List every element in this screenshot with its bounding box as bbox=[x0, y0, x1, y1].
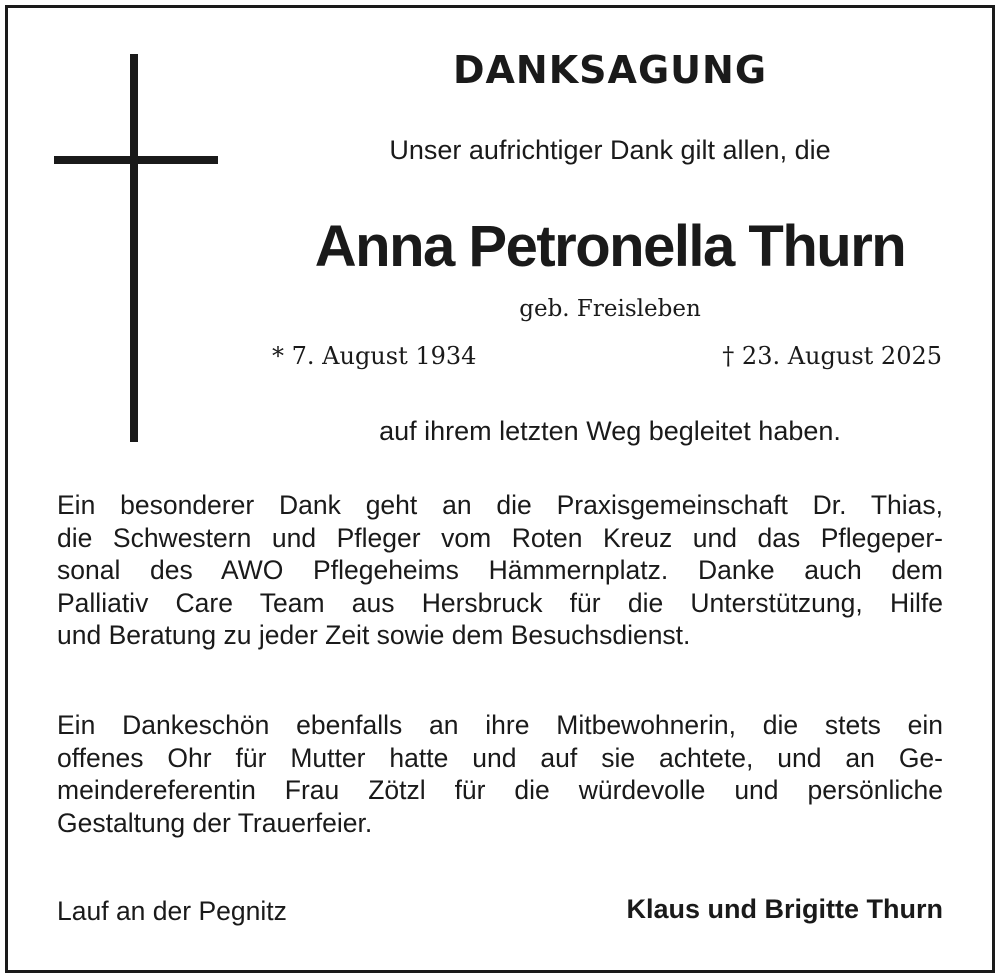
paragraph-line: meindereferentin Frau Zötzl für die würdevolle und persönliche bbox=[57, 775, 943, 805]
death-date: † 23. August 2025 bbox=[722, 342, 942, 370]
paragraph-line: und Beratung zu jeder Zeit sowie dem Besuchsdienst. bbox=[57, 620, 691, 650]
cross-vertical-bar bbox=[130, 54, 138, 442]
thanks-paragraph-2 bbox=[57, 709, 943, 839]
birth-date: * 7. August 1934 bbox=[272, 342, 477, 370]
paragraph-line: die Schwestern und Pfleger vom Roten Kreuz und das Pflegeper- bbox=[57, 522, 943, 553]
notice-title: DANKSAGUNG bbox=[452, 48, 768, 92]
paragraph-line: Gestaltung der Trauerfeier. bbox=[57, 807, 373, 838]
maiden-name: geb. Freisleben bbox=[519, 296, 701, 322]
cross-horizontal-bar bbox=[54, 156, 218, 164]
paragraph-line: Palliativ Care Team aus Hersbruck für die Unterstützung, Hilfe bbox=[57, 587, 943, 618]
paragraph-line: Ein Dankeschön ebenfalls an ihre Mitbewohnerin, die stets ein bbox=[57, 710, 943, 740]
paragraph-line: sonal des AWO Pflegeheims Hämmernplatz. Danke auch dem bbox=[57, 555, 943, 585]
paragraph-line: offenes Ohr für Mutter hatte und auf sie achtete, und an Ge- bbox=[57, 742, 943, 773]
intro-text: Unser aufrichtiger Dank gilt allen, die bbox=[389, 135, 831, 165]
place-name: Lauf an der Pegnitz bbox=[57, 896, 287, 926]
thanks-paragraph-1 bbox=[57, 489, 943, 652]
closing-text: auf ihrem letzten Weg begleitet haben. bbox=[379, 416, 841, 446]
deceased-name: Anna Petronella Thurn bbox=[314, 214, 906, 279]
signers: Klaus und Brigitte Thurn bbox=[626, 894, 943, 924]
paragraph-line: Ein besonderer Dank geht an die Praxisgemeinschaft Dr. Thias, bbox=[57, 490, 943, 520]
